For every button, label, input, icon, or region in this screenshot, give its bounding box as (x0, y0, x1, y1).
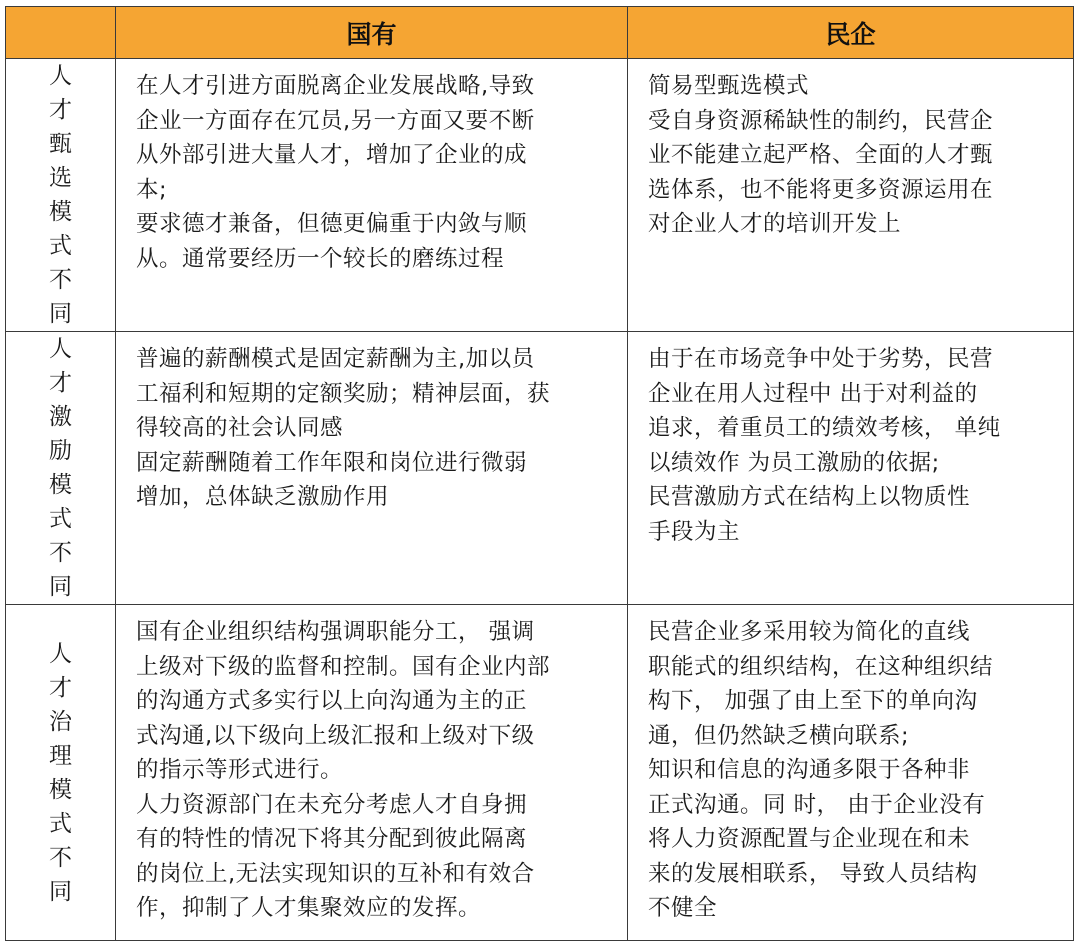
state-owned-cell-selection (116, 59, 628, 332)
table-row-incentive (6, 332, 1074, 605)
comparison-table (5, 6, 1074, 941)
private-cell-incentive (628, 332, 1074, 605)
header-private: 民企 (628, 7, 1074, 59)
row-label-governance (6, 605, 116, 941)
cell-text: 在人才引进方面脱离企业发展战略,导致 企业一方面存在冗员,另一方面又要不断 从外部引进大量人才，增加了企业的成 本; 要求德才兼备，但德更偏重于内敛与顺 从。通常要经历一个较长的磨练过程 (136, 73, 535, 272)
private-cell-governance (628, 605, 1074, 941)
table-row-governance (6, 605, 1074, 941)
header-corner-cell (6, 7, 116, 59)
cell-text: 民营企业多采用较为简化的直线 职能式的组织结构，在这种组织结 构下， 加强了由上至下的单向沟 通，但仍然缺乏横向联系; 知识和信息的沟通多限于各种非 正式沟通。同 时， 由于企业没有 将人力资源配置与企业现在和未 来的发展相联系， 导致人员结构 不健全 (648, 619, 994, 921)
private-cell-selection (628, 59, 1074, 332)
cell-text: 普遍的薪酬模式是固定薪酬为主,加以员 工福利和短期的定额奖励；精神层面，获 得较高的社会认同感 固定薪酬随着工作年限和岗位进行微弱 增加，总体缺乏激励作用 (136, 346, 551, 510)
cell-text: 由于在市场竞争中处于劣势，民营 企业在用人过程中 出于对利益的 追求，着重员工的绩效考核， 单纯 以绩效作 为员工激励的依据; 民营激励方式在结构上以物质性 手段为主 (648, 346, 1001, 545)
state-owned-cell-governance (116, 605, 628, 941)
row-label-selection (6, 59, 116, 332)
row-label-text: 人才治理模式不同 (49, 640, 72, 905)
cell-text: 简易型甄选模式 受自身资源稀缺性的制约，民营企 业不能建立起严格、全面的人才甄 选体系，也不能将更多资源运用在 对企业人才的培训开发上 (648, 73, 994, 237)
header-row (6, 7, 1074, 59)
cell-text: 国有企业组织结构强调职能分工， 强调 上级对下级的监督和控制。国有企业内部 的沟通方式多实行以上向沟通为主的正 式沟通,以下级向上级汇报和上级对下级 的指示等形式进行。 人力资源部门在未充分考虑人才自身拥 有的特性的情况下将其分配到彼此隔离 的岗位上,无法实现知识的互补和有效合 作，抑制了人才集聚效应的发挥。 (136, 619, 551, 921)
header-state-owned: 国有 (116, 7, 628, 59)
state-owned-cell-incentive (116, 332, 628, 605)
table-row-selection (6, 59, 1074, 332)
row-label-text: 人才激励模式不同 (49, 336, 72, 600)
comparison-table-wrapper (5, 6, 1073, 921)
row-label-incentive (6, 332, 116, 605)
row-label-text: 人才甄选模式不同 (49, 63, 72, 327)
